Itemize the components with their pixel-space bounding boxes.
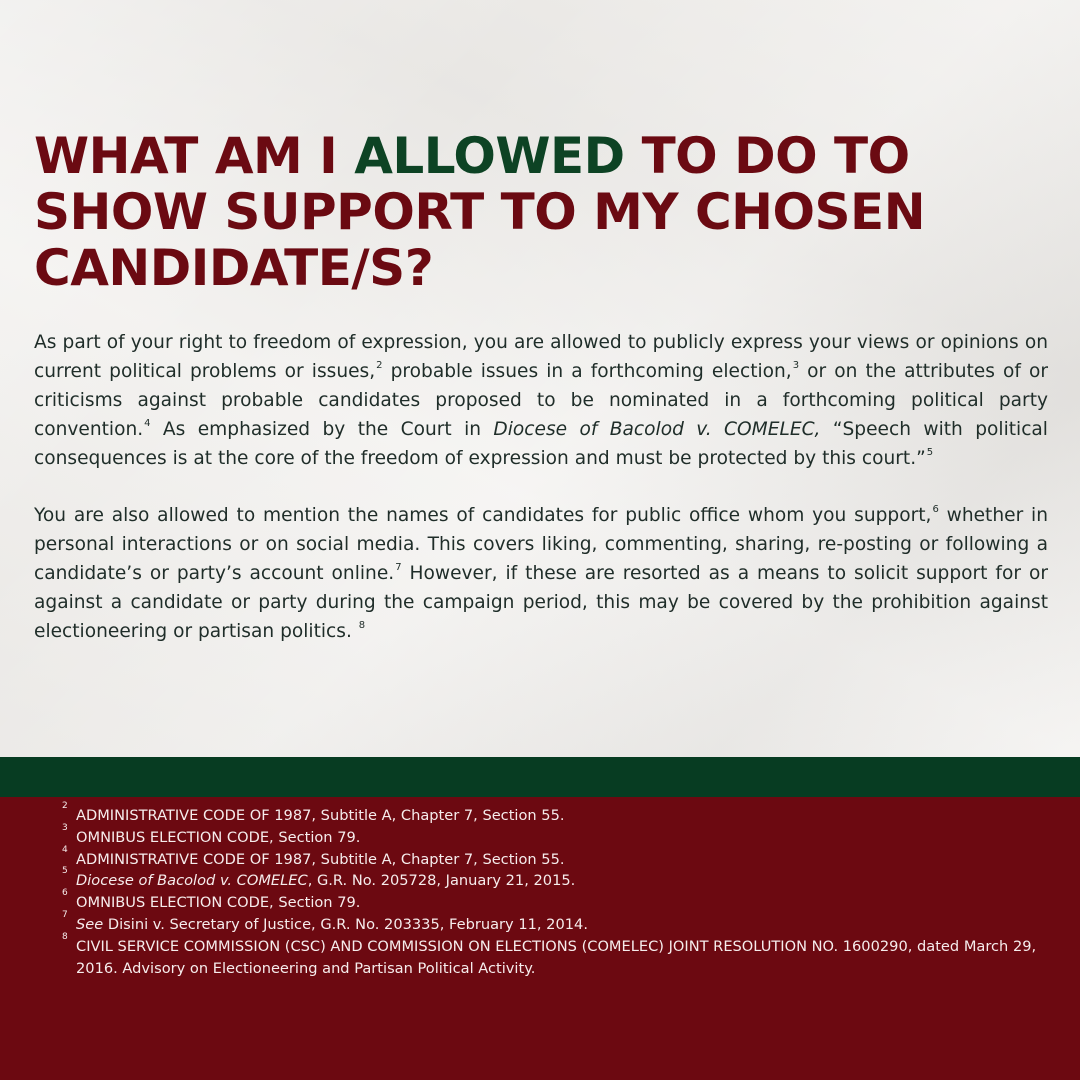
title-part-1: WHAT AM I xyxy=(34,127,355,185)
paragraph-candidate-support xyxy=(34,501,1048,646)
footnote-item xyxy=(62,801,1056,827)
paragraph-1-text-3: or on the attributes of or criticisms against probable candidates proposed to be nominated in a forthcoming political party convention. xyxy=(34,361,1048,440)
footnote-number: 4 xyxy=(62,844,68,855)
footnote-item xyxy=(62,909,1056,936)
paragraph-1-text-4: As emphasized by the Court in xyxy=(150,419,494,440)
footnote-ref-6: 6 xyxy=(932,504,939,515)
paragraph-1-text-2: probable issues in a forthcoming election, xyxy=(382,361,792,382)
paragraph-1-quote: “Speech with political consequences is at the core of the freedom of expression and must be protected by this court.” xyxy=(34,419,1048,469)
footnote-item xyxy=(62,888,1056,914)
title-part-2: TO DO TO SHOW SUPPORT TO MY CHOSEN CANDIDATE/S? xyxy=(34,127,926,297)
green-divider-band xyxy=(0,757,1080,797)
footnote-text: ADMINISTRATIVE CODE OF 1987, Subtitle A, Chapter 7, Section 55. xyxy=(76,807,565,824)
footnote-text: ADMINISTRATIVE CODE OF 1987, Subtitle A, Chapter 7, Section 55. xyxy=(76,850,565,868)
footnote-text: Disini v. Secretary of Justice, G.R. No. 203335, February 11, 2014. xyxy=(103,915,588,933)
title-accent-word: ALLOWED xyxy=(354,127,625,185)
footnote-italic: Diocese of Bacolod v. COMELEC xyxy=(76,872,308,890)
footnote-item xyxy=(62,931,1056,980)
footnote-number: 3 xyxy=(62,822,68,833)
footnote-text: OMNIBUS ELECTION CODE, Section 79. xyxy=(76,894,361,912)
footnote-ref-2: 2 xyxy=(376,360,383,371)
footnote-ref-5: 5 xyxy=(926,447,934,458)
footnotes-list xyxy=(62,801,1056,979)
footnote-ref-3: 3 xyxy=(792,360,800,371)
paragraph-2-text-1: You are also allowed to mention the names of candidates for public office whom you support, xyxy=(34,505,932,526)
page-title xyxy=(34,128,1054,296)
footnote-number: 7 xyxy=(62,909,68,920)
footnote-italic: See xyxy=(76,915,104,933)
footnote-item xyxy=(62,866,1056,892)
footnote-number: 5 xyxy=(62,866,68,877)
footnote-ref-7: 7 xyxy=(395,562,402,573)
footnote-text: CIVIL SERVICE COMMISSION (CSC) AND COMMISSION ON ELECTIONS (COMELEC) JOINT RESOLUTION NO. 1600290, dated March 29, 2016. Advisory on Electioneering and Partisan Political Activity. xyxy=(76,937,1037,977)
body-text xyxy=(34,328,1048,674)
footnote-number: 6 xyxy=(62,888,68,899)
paragraph-2-text-3: However, if these are resorted as a means to solicit support for or against a candidate or party during the campaign period, this may be covered by the prohibition against electioneering or partisan politics. xyxy=(34,563,1048,642)
paragraph-2-text-2: whether in personal interactions or on social media. This covers liking, commenting, sharing, re-posting or following a candidate’s or party’s account online. xyxy=(34,505,1048,584)
footnote-ref-4: 4 xyxy=(144,418,151,429)
paragraph-freedom-of-expression xyxy=(34,328,1048,473)
footnote-ref-8: 8 xyxy=(358,620,366,631)
footnote-number: 8 xyxy=(62,931,68,942)
footnote-item xyxy=(62,844,1056,871)
paragraph-1-text-1: As part of your right to freedom of expression, you are allowed to publicly express your views or opinions on current political problems or issues, xyxy=(34,332,1048,382)
footnote-item xyxy=(62,822,1056,849)
footnote-number: 2 xyxy=(62,801,68,811)
case-name: Diocese of Bacolod v. COMELEC, xyxy=(493,419,821,440)
footnote-text: , G.R. No. 205728, January 21, 2015. xyxy=(307,872,576,890)
footnote-text: OMNIBUS ELECTION CODE, Section 79. xyxy=(76,828,361,846)
